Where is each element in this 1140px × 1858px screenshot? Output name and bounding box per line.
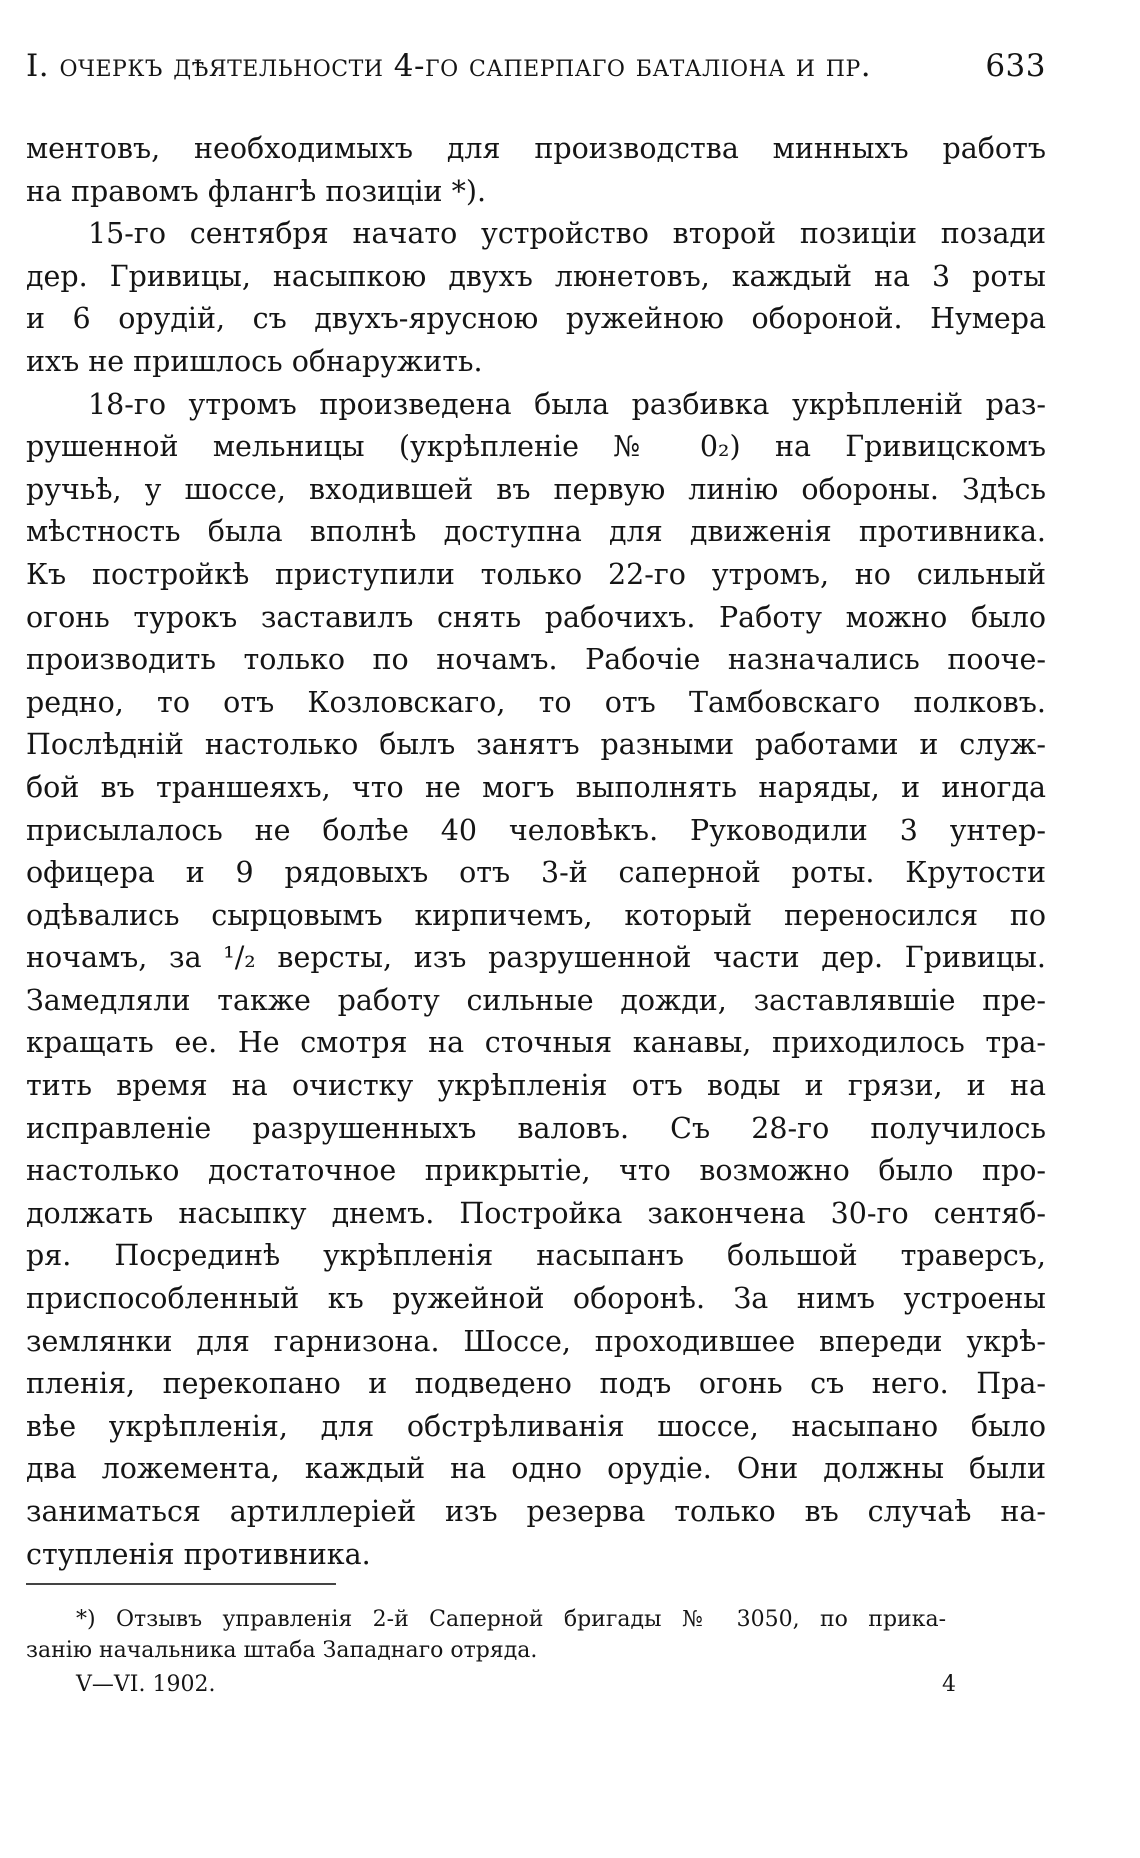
text-line: 15-го сентября начато устройство второй позицiи позади [88,217,1046,251]
text-line: редно, то отъ Козловскаго, то отъ Тамбовскаго полковъ. [26,685,1046,719]
text-line: ря. Посрединѣ укрѣпленiя насыпанъ большой траверсъ, [26,1239,1046,1273]
text-line: ступленiя противника. [26,1537,371,1571]
signature-sheet-number: 4 [942,1672,956,1697]
text-line: присылалось не болѣе 40 человѣкъ. Руководили 3 унтер- [26,813,1046,847]
text-line: Послѣднiй настолько былъ занятъ разными работами и служ- [26,728,1046,762]
body-text [26,128,1046,1576]
running-header [26,48,1046,84]
footnote [26,1604,946,1666]
text-line: ихъ не пришлось обнаружить. [26,344,483,378]
text-line: бой въ траншеяхъ, что не могъ выполнять наряды, и иногда [26,770,1046,804]
text-line: два ложемента, каждый на одно орудiе. Они должны были [26,1452,1046,1486]
text-line: вѣе укрѣпленiя, для обстрѣливанiя шоссе, насыпано было [26,1409,1046,1443]
text-line: настолько достаточное прикрытiе, что возможно было про- [26,1154,1046,1188]
text-line: приспособленный къ ружейной оборонѣ. За нимъ устроены [26,1282,1046,1316]
footnote-line: *) Отзывъ управленiя 2-й Саперной бригады № 3050, по прика- [76,1607,946,1632]
text-line: исправленiе разрушенныхъ валовъ. Съ 28-го получилось [26,1111,1046,1145]
text-line: землянки для гарнизона. Шоссе, проходившее впереди укрѣ- [26,1324,1046,1358]
text-line: офицера и 9 рядовыхъ отъ 3-й саперной роты. Крутости [26,856,1046,890]
footnote-divider [26,1583,336,1585]
text-line: и 6 орудiй, съ двухъ-ярусною ружейною обороной. Нумера [26,302,1046,336]
text-line: 18-го утромъ произведена была разбивка укрѣпленiй раз- [88,387,1046,421]
text-line: дер. Гривицы, насыпкою двухъ люнетовъ, каждый на 3 роты [26,259,1046,293]
text-line: заниматься артиллерiей изъ резерва только въ случаѣ на- [26,1495,1046,1528]
text-line: пленiя, перекопано и подведено подъ огонь съ него. Пра- [26,1367,1046,1401]
text-line: ментовъ, необходимыхъ для производства минныхъ работъ [26,132,1046,165]
page-number: 633 [985,48,1046,84]
text-line: огонь турокъ заставилъ снять рабочихъ. Работу можно было [26,600,1046,634]
text-line: мѣстность была вполнѣ доступна для движенiя противника. [26,515,1046,549]
text-line: на правомъ флангѣ позицiи *). [26,174,487,208]
footnote-line: занiю начальника штаба Западнаго отряда. [26,1638,538,1663]
text-line: рушенной мельницы (укрѣпленiе № 0₂) на Гривицскомъ [26,430,1046,464]
printer-signature [76,1672,956,1697]
text-line: ручьѣ, у шоссе, входившей въ первую линiю обороны. Здѣсь [26,472,1046,506]
text-line: одѣвались сырцовымъ кирпичемъ, который переносился по [26,898,1046,932]
text-line: кращать ее. Не смотря на сточныя канавы, приходилось тра- [26,1026,1046,1060]
header-title: I. очеркъ дѣятельности 4-го саперпаго баталiона и пр. [26,48,872,84]
text-line: производить только по ночамъ. Рабочiе назначались пооче- [26,643,1046,677]
text-line: должать насыпку днемъ. Постройка закончена 30-го сентяб- [26,1196,1046,1230]
text-line: ночамъ, за ¹/₂ версты, изъ разрушенной части дер. Гривицы. [26,941,1046,975]
signature-date: V—VI. 1902. [76,1672,216,1697]
text-line: Къ постройкѣ приступили только 22-го утромъ, но сильный [26,557,1046,591]
text-line: тить время на очистку укрѣпленiя отъ воды и грязи, и на [26,1069,1046,1103]
text-line: Замедляли также работу сильные дожди, заставлявшiе пре- [26,983,1046,1017]
